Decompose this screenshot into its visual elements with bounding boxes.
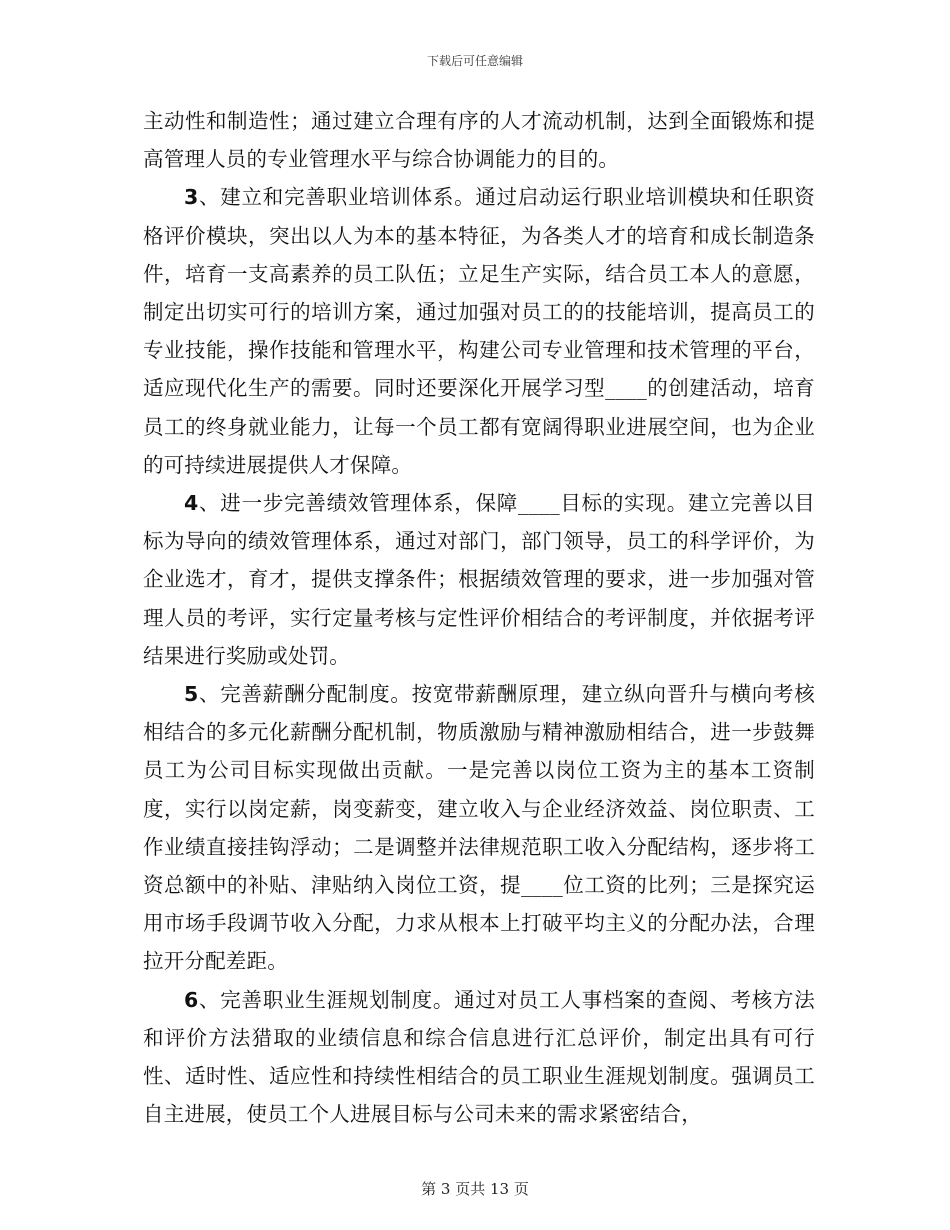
page-header: 下载后可任意编辑	[426, 54, 523, 68]
paragraph-item-4	[143, 484, 815, 675]
paragraph-number: 6	[184, 987, 199, 1012]
paragraph-text: 、建立和完善职业培训体系。通过启动运行职业培训模块和任职资格评价模块，突出以人为本的基本特征，为各类人才的培育和成长制造条件，培育一支高素养的员工队伍；立足生产实际，结合员工本人的意愿，制定出切实可行的培训方案，通过加强对员工的的技能培训，提高员工的专业技能，操作技能和管理水平，构建公司专业管理和技术管理的平台，适应现代化生产的需要。同时还要深化开展学习型____的创建活动，培育员工的终身就业能力，让每一个员工都有宽阔得职业进展空间，也为企业的可持续进展提供人才保障。	[143, 185, 815, 477]
paragraph-continuation	[143, 102, 815, 178]
paragraph-item-3	[143, 178, 815, 484]
paragraph-text: 、完善职业生涯规划制度。通过对员工人事档案的查阅、考核方法和评价方法猎取的业绩信息和综合信息进行汇总评价，制定出具有可行性、适时性、适应性和持续性相结合的员工职业生涯规划制度。强调员工自主进展，使员工个人进展目标与公司未来的需求紧密结合，	[143, 987, 815, 1127]
paragraph-number: 3	[184, 185, 199, 210]
document-body	[143, 102, 815, 1133]
paragraph-item-6	[143, 981, 815, 1134]
paragraph-number: 5	[184, 682, 199, 707]
paragraph-text: 、完善薪酬分配制度。按宽带薪酬原理，建立纵向晋升与横向考核相结合的多元化薪酬分配机制，物质激励与精神激励相结合，进一步鼓舞员工为公司目标实现做出贡献。一是完善以岗位工资为主的基本工资制度，实行以岗定薪，岗变薪变，建立收入与企业经济效益、岗位职责、工作业绩直接挂钩浮动；二是调整并法律规范职工收入分配结构，逐步将工资总额中的补贴、津贴纳入岗位工资，提____位工资的比列；三是探究运用市场手段调节收入分配，力求从根本上打破平均主义的分配办法，合理拉开分配差距。	[143, 682, 815, 974]
paragraph-number: 4	[184, 491, 199, 516]
page-footer: 第 3 页共 13 页	[421, 1180, 529, 1198]
paragraph-text: 主动性和制造性；通过建立合理有序的人才流动机制，达到全面锻炼和提高管理人员的专业管理水平与综合协调能力的目的。	[143, 109, 815, 172]
paragraph-item-5	[143, 675, 815, 981]
paragraph-text: 、进一步完善绩效管理体系，保障____目标的实现。建立完善以目标为导向的绩效管理体系，通过对部门，部门领导，员工的科学评价，为企业选才，育才，提供支撑条件；根据绩效管理的要求，进一步加强对管理人员的考评，实行定量考核与定性评价相结合的考评制度，并依据考评结果进行奖励或处罚。	[143, 491, 815, 668]
